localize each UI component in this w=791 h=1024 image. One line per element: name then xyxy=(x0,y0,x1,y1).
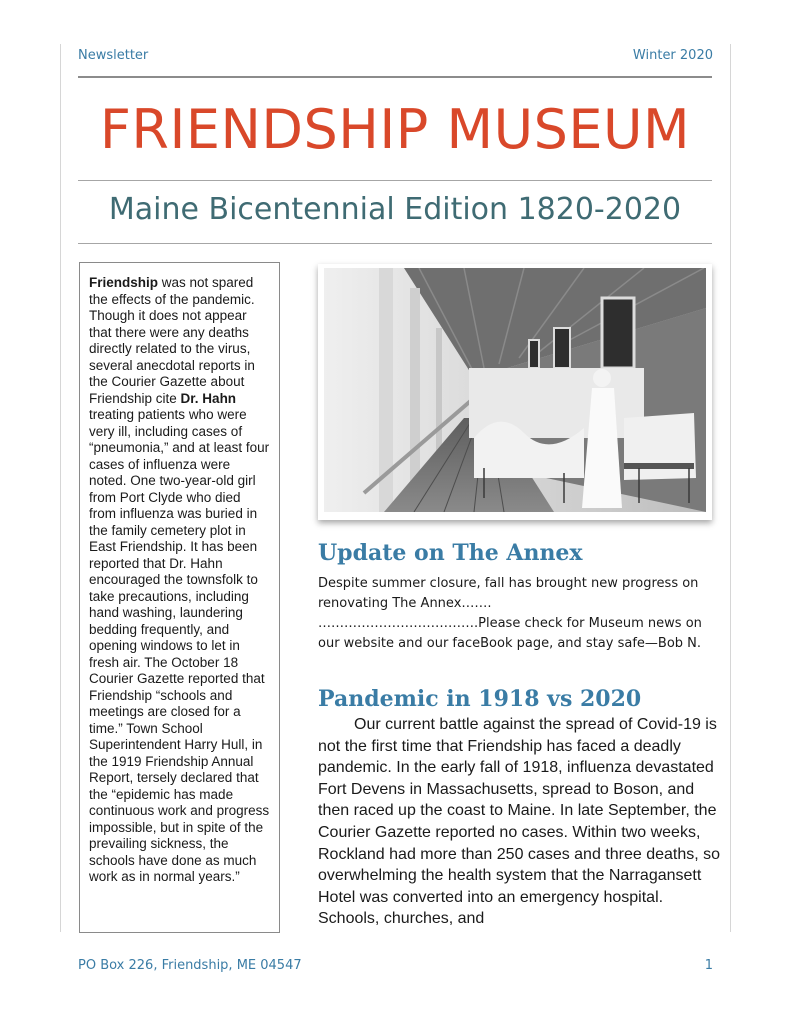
sidebar-lead-bold: Friendship xyxy=(89,275,159,290)
masthead-title: FRIENDSHIP MUSEUM xyxy=(99,98,691,161)
annex-line-2: ……………………………….Please check for Museum news on our website and our faceBook page, and stay safe—Bob N. xyxy=(318,616,702,651)
pandemic-body-text: Our current battle against the spread of Covid-19 is not the first time that Friendship has faced a deadly pandemic. In the early fall of 1918, influenza devastated Fort Devens in Massachusetts, spread to Boson, and then raced up the coast to Maine. In late September, the Courier Gazette reported no cases. Within two weeks, Rockland had more than 250 cases and three deaths, so overwhelming the health system that the Narragansett Hotel was converted into an emergency hospital. Schools, churches, and xyxy=(318,716,721,928)
pandemic-heading: Pandemic in 1918 vs 2020 xyxy=(318,686,642,712)
sidebar-name-bold: Dr. Hahn xyxy=(180,390,237,406)
sidebar-article xyxy=(79,262,280,933)
footer-address: PO Box 226, Friendship, ME 04547 xyxy=(78,958,302,973)
annex-heading: Update on The Annex xyxy=(318,540,583,566)
page-edge-left xyxy=(60,44,61,932)
header-issue-date: Winter 2020 xyxy=(632,48,713,63)
historic-ward-photo xyxy=(318,264,712,520)
porch-ward-image xyxy=(324,268,706,512)
masthead-divider xyxy=(78,180,712,181)
edition-subtitle: Maine Bicentennial Edition 1820-2020 xyxy=(108,192,682,227)
pandemic-body xyxy=(318,714,728,930)
sidebar-text-1: was not spared the effects of the pandemic. Though it does not appear that there were any deaths directly related to the virus, several anecdotal reports in the Courier Gazette about Friendship cite xyxy=(89,275,255,406)
header-divider xyxy=(78,76,712,78)
edition-divider xyxy=(78,243,712,244)
header-newsletter-label: Newsletter xyxy=(78,48,149,63)
page-edge-right xyxy=(730,44,731,932)
annex-body xyxy=(318,574,718,654)
sidebar-text-2: treating patients who were very ill, including cases of “pneumonia,” and at least four cases of influenza were noted. One two-year-old girl from Port Clyde who died from influenza was buried in the family cemetery plot in East Friendship. It has been reported that Dr. Hahn encouraged the townsfolk to take precautions, including hand washing, laundering bedding frequently, and opening windows to let in fresh air. The October 18 Courier Gazette reported that Friendship “schools and meetings are closed for a time.” Town School Superintendent Harry Hull, in the 1919 Friendship Annual Report, tersely declared that the “epidemic has made continuous work and progress impossible, but in spite of the prevailing sickness, the schools have done as much work as in normal years.” xyxy=(89,407,270,884)
footer-page-number: 1 xyxy=(704,958,713,973)
annex-line-1: Despite summer closure, fall has brought new progress on renovating The Annex……. xyxy=(318,576,699,611)
